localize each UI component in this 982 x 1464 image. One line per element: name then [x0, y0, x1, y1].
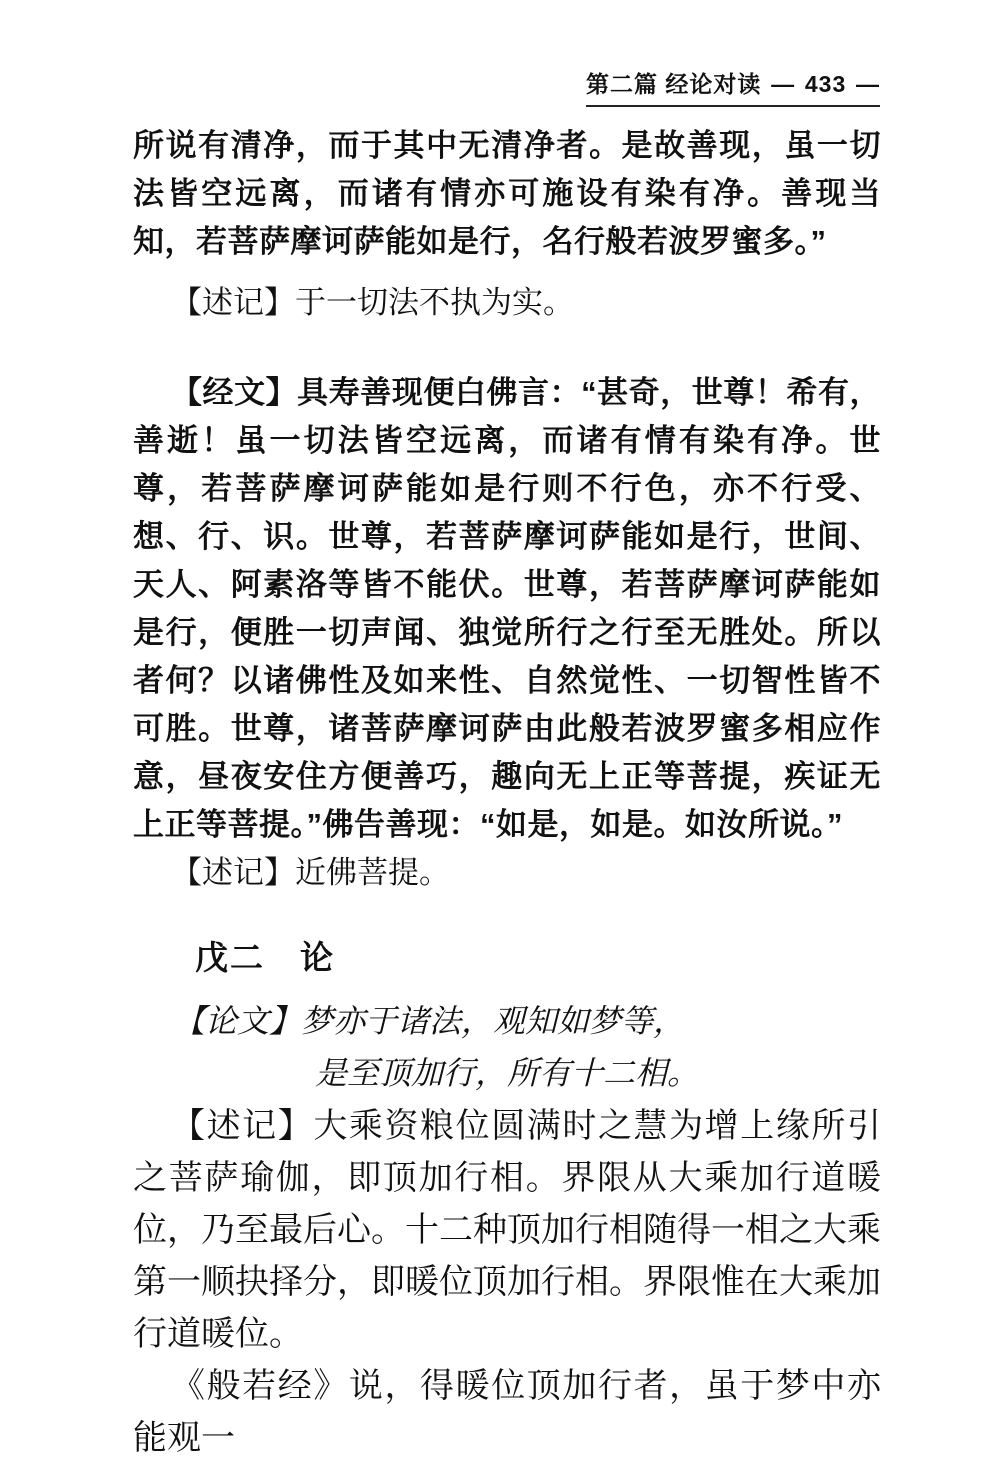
page-number: 433: [804, 71, 847, 97]
header-left-dash: —: [771, 71, 796, 97]
header-right-dash: —: [855, 71, 880, 97]
lunwen-verse-line-2: 是至顶加行，所有十二相。: [315, 1055, 700, 1091]
shuji-note-2: 【述记】近佛菩提。: [171, 855, 450, 890]
jingwen-paragraph: 【经文】具寿善现便白佛言：“甚奇，世尊！希有，善逝！虽一切法皆空远离，而诸有情有染有净。世尊，若菩萨摩诃萨能如是行则不行色，亦不行受、想、行、识。世尊，若菩萨摩诃萨能如是行，世间、天人、阿素洛等皆不能伏。世尊，若菩萨摩诃萨能如是行，便胜一切声闻、独觉所行之行至无胜处。所以者何？以诸佛性及如来性、自然觉性、一切智性皆不可胜。世尊，诸菩萨摩诃萨由此般若波罗蜜多相应作意，昼夜安住方便善巧，趣向无上正等菩提，疾证无上正等菩提。”佛告善现：“如是，如是。如汝所说。”: [133, 375, 881, 842]
lunwen-verse: [133, 995, 881, 1099]
page-content: [133, 122, 881, 1464]
shuji-commentary: 【述记】大乘资粮位圆满时之慧为增上缘所引之菩萨瑜伽，即顶加行相。界限从大乘加行道暖位，乃至最后心。十二种顶加行相随得一相之大乘第一顺抉择分，即暖位顶加行相。界限惟在大乘加行道暖位。: [133, 1108, 881, 1353]
running-header: [586, 66, 880, 107]
sutra-continuation-paragraph: 所说有清净，而于其中无清净者。是故善现，虽一切法皆空远离，而诸有情亦可施设有染有净。善现当知，若菩萨摩诃萨能如是行，名行般若波罗蜜多。”: [133, 128, 881, 259]
section-heading: 戊二 论: [195, 939, 335, 976]
shuji-note-1: 【述记】于一切法不执为实。: [171, 285, 574, 320]
section-title: 第二篇 经论对读: [586, 71, 762, 97]
lunwen-verse-line-1: 【论文】梦亦于诸法，观知如梦等，: [173, 1003, 686, 1039]
final-paragraph: 《般若经》说，得暖位顶加行者，虽于梦中亦能观一: [133, 1368, 881, 1457]
